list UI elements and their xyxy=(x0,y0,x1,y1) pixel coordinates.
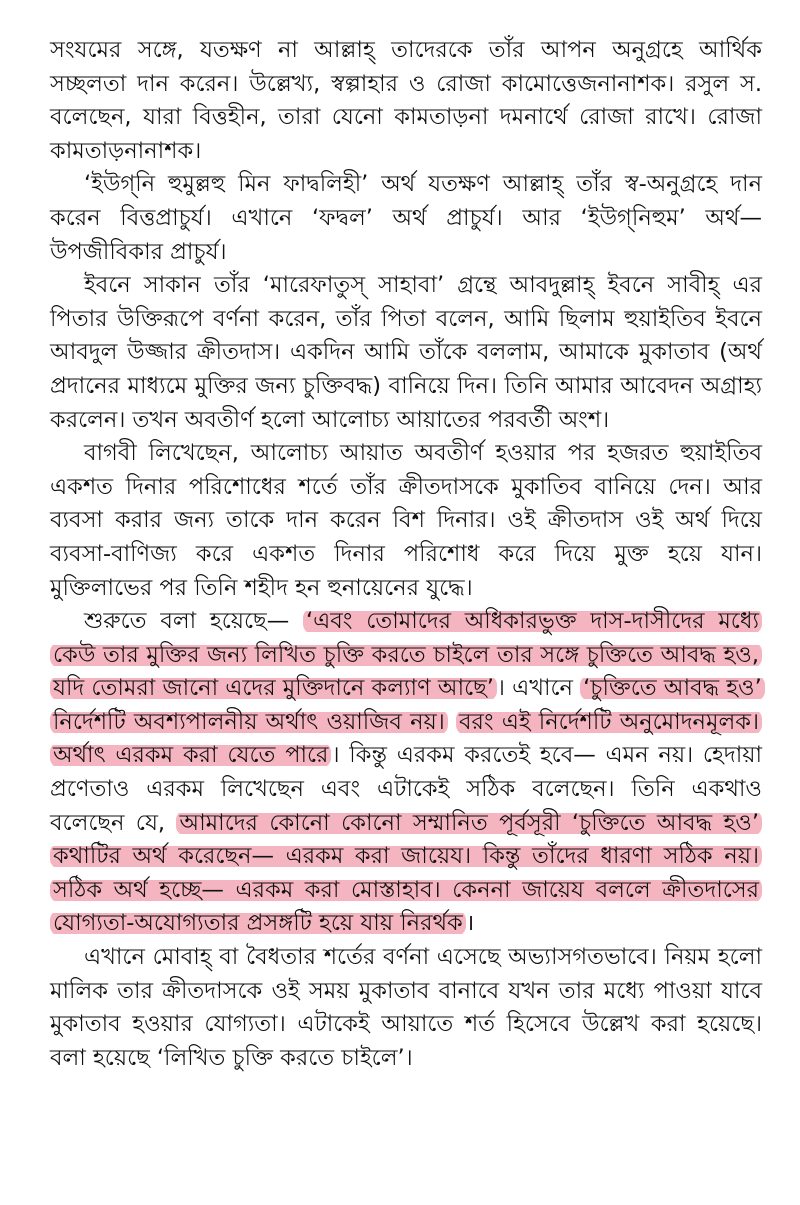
highlighted-text: আমাদের কোনো কোনো সম্মানিত পূর্বসূরী ‘চুক্তিতে আবদ্ধ হও’ কথাটির অর্থ করেছেন— এরকম করা জায়েয। কিন্তু তাঁদের ধারণা সঠিক নয়। সঠিক অর্থ হচ্ছে— এরকম করা মোস্তাহাব। কেননা জায়েয বললে ক্রীতদাসের যোগ্যতা-অযোগ্যতার প্রসঙ্গটি হয়ে যায় নিরর্থক xyxy=(50,810,762,937)
highlighted-text: ‘চুক্তিতে আবদ্ধ হও’ নির্দেশটি অবশ্যপালনীয় অর্থাৎ ওয়াজিব নয়। xyxy=(50,675,765,735)
paragraph-3 xyxy=(50,269,762,437)
body-text: ‘ইউগ্‌নি হুমুল্লহু মিন ফাদ্বলিহী’ অর্থ যতক্ষণ আল্লাহ্ তাঁর স্ব-অনুগ্রহে দান করেন বিত্তপ্রাচুর্য। এখানে ‘ফদ্বল’ অর্থ প্রাচুর্য। আর ‘ইউগ্‌নিহুম’ অর্থ— উপজীবিকার প্রাচুর্য। xyxy=(50,171,762,265)
body-text: সংযমের সঙ্গে, যতক্ষণ না আল্লাহ্ তাদেরকে তাঁর আপন অনুগ্রহে আর্থিক সচ্ছলতা দান করেন। উল্লেখ্য, স্বল্পাহার ও রোজা কামোত্তেজনানাশক। রসুল স. বলেছেন, যারা বিত্তহীন, তারা যেনো কামতাড়না দমনার্থে রোজা রাখে। রোজা কামতাড়নানাশক। xyxy=(50,37,762,164)
body-text: এখানে মোবাহ্ বা বৈধতার শর্তের বর্ণনা এসেছে অভ্যাসগতভাবে। নিয়ম হলো মালিক তার ক্রীতদাসকে ওই সময় মুকাতাব বানাবে যখন তার মধ্যে পাওয়া যাবে মুকাতাব হওয়ার যোগ্যতা। এটাকেই আয়াতে শর্ত হিসেবে উল্লেখ করা হয়েছে। বলা হয়েছে ‘লিখিত চুক্তি করতে চাইলে’। xyxy=(50,944,762,1071)
body-text: । xyxy=(465,910,475,937)
highlighted-text: ‘এবং তোমাদের অধিকারভুক্ত দাস-দাসীদের মধ্যে কেউ তার মুক্তির জন্য লিখিত চুক্তি করতে চাইলে তার সঙ্গে চুক্তিতে আবদ্ধ হও, যদি তোমরা জানো এদের মুক্তিদানে কল্যাণ আছে’ xyxy=(50,608,762,701)
paragraph-6 xyxy=(50,941,762,1075)
body-text: । এখানে xyxy=(496,675,581,702)
document-page xyxy=(50,34,762,1075)
highlighted-text: বরং এই নির্দেশটি অনুমোদনমূলক। অর্থাৎ এরকম করা যেতে পারে xyxy=(50,709,762,769)
body-text: ইবনে সাকান তাঁর ‘মারেফাতুস্ সাহাবা’ গ্রন্থে আবদুল্লাহ্ ইবনে সাবীহ্ এর পিতার উক্তিরূপে বর্ণনা করেন, তাঁর পিতা বলেন, আমি ছিলাম হুয়াইতিব ইবনে আবদুল উজ্জার ক্রীতদাস। একদিন আমি তাঁকে বললাম, আমাকে মুকাতাব (অর্থ প্রদানের মাধ্যমে মুক্তির জন্য চুক্তিবদ্ধ) বানিয়ে দিন। তিনি আমার আবেদন অগ্রাহ্য করলেন। তখন অবতীর্ণ হলো আলোচ্য আয়াতের পরবর্তী অংশ। xyxy=(50,272,762,433)
body-text xyxy=(448,709,456,735)
paragraph-4 xyxy=(50,437,762,605)
body-text: শুরুতে বলা হয়েছে— xyxy=(84,608,303,635)
paragraph-2 xyxy=(50,168,762,269)
body-text: বাগবী লিখেছেন, আলোচ্য আয়াত অবতীর্ণ হওয়ার পর হজরত হুয়াইতিব একশত দিনার পরিশোধের শর্তে তাঁর ক্রীতদাসকে মুকাতিব বানিয়ে দেন। আর ব্যবসা করার জন্য তাকে দান করেন বিশ দিনার। ওই ক্রীতদাস ওই অর্থ দিয়ে ব্যবসা-বাণিজ্য করে একশত দিনার পরিশোধ করে দিয়ে মুক্ত হয়ে যান। মুক্তিলাভের পর তিনি শহীদ হন হুনায়েনের যুদ্ধে। xyxy=(50,440,762,601)
paragraph-5 xyxy=(50,605,762,941)
body-text: । কিন্তু এরকম করতেই হবে— এমন নয়। হেদায়া প্রণেতাও এরকম লিখেছেন এবং এটাকেই সঠিক বলেছেন। তিনি একথাও বলেছেন যে, xyxy=(50,742,762,836)
paragraph-1 xyxy=(50,34,762,168)
